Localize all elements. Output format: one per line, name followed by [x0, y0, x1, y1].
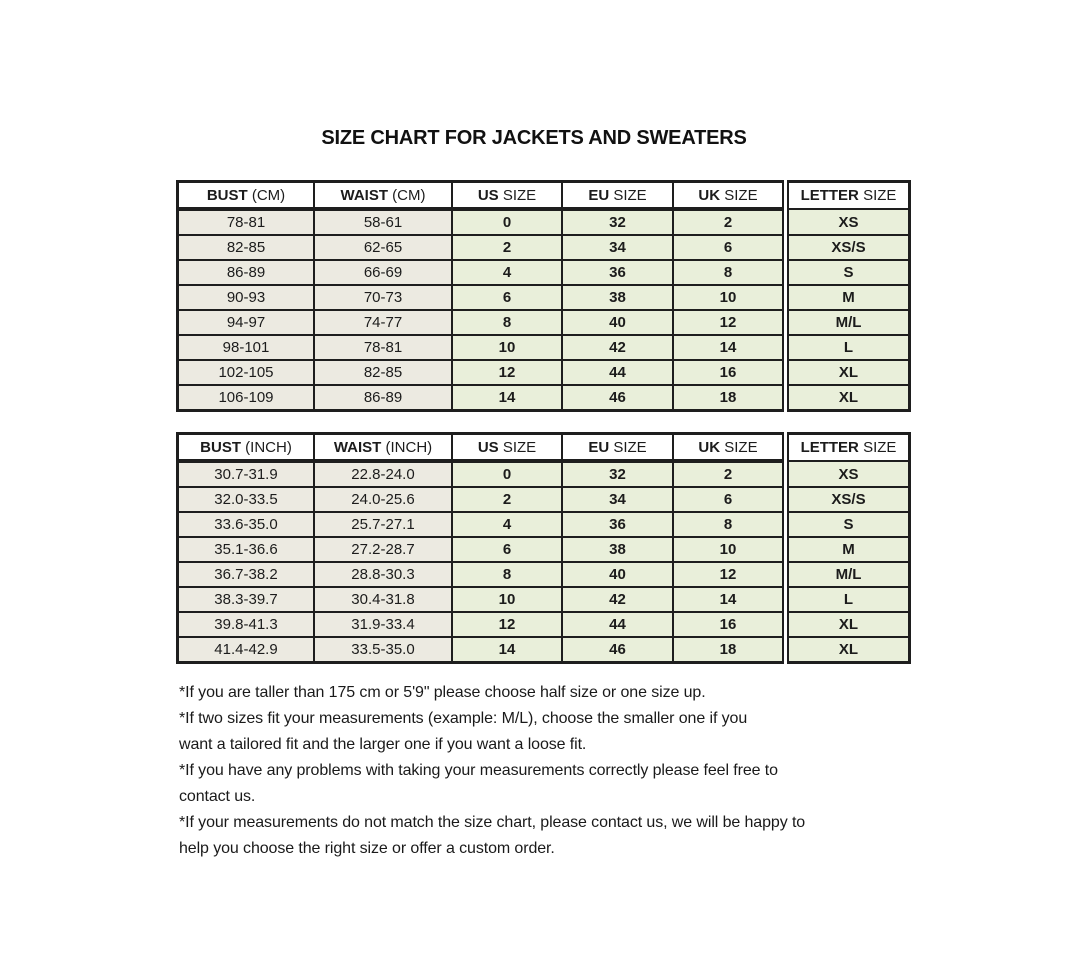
table-cell: XL	[786, 385, 910, 411]
table-cell: 16	[673, 360, 786, 385]
table-cell: 24.0-25.6	[314, 487, 452, 512]
column-header-uk: UK SIZE	[673, 182, 786, 210]
table-cell: 38.3-39.7	[178, 587, 315, 612]
note-line: *If your measurements do not match the size chart, please contact us, we will be happy to	[179, 814, 806, 831]
table-row	[178, 461, 910, 487]
notes	[176, 680, 892, 862]
column-header-bust: BUST (CM)	[178, 182, 315, 210]
table-cell: 22.8-24.0	[314, 461, 452, 487]
table-cell: 78-81	[178, 209, 315, 235]
table-cell: 66-69	[314, 260, 452, 285]
table-cell: 18	[673, 637, 786, 663]
note-line: contact us.	[179, 788, 256, 805]
table-cell: 82-85	[314, 360, 452, 385]
column-header-us: US SIZE	[452, 182, 562, 210]
table-cell: 34	[562, 235, 673, 260]
table-cell: 12	[452, 360, 562, 385]
note-line: want a tailored fit and the larger one if you want a loose fit.	[179, 736, 587, 753]
column-header-letter: LETTER SIZE	[786, 434, 910, 462]
table-cell: L	[786, 587, 910, 612]
note-line: *If you are taller than 175 cm or 5'9" please choose half size or one size up.	[179, 684, 706, 701]
table-cell: M/L	[786, 310, 910, 335]
table-row	[178, 209, 910, 235]
column-header-letter: LETTER SIZE	[786, 182, 910, 210]
table-cell: 35.1-36.6	[178, 537, 315, 562]
table-cell: XS	[786, 209, 910, 235]
table-row	[178, 310, 910, 335]
table-cell: 14	[452, 385, 562, 411]
table-cell: 6	[452, 285, 562, 310]
table-cell: 74-77	[314, 310, 452, 335]
table-cell: XL	[786, 360, 910, 385]
table-cell: 38	[562, 537, 673, 562]
table-cell: 98-101	[178, 335, 315, 360]
column-header-waist: WAIST (CM)	[314, 182, 452, 210]
table-cell: 41.4-42.9	[178, 637, 315, 663]
note-line: *If two sizes fit your measurements (example: M/L), choose the smaller one if you	[179, 710, 748, 727]
table-cell: 58-61	[314, 209, 452, 235]
table-cell: 6	[673, 235, 786, 260]
table-cell: 8	[452, 310, 562, 335]
header-row	[178, 434, 910, 462]
table-cell: 4	[452, 260, 562, 285]
table-cell: S	[786, 260, 910, 285]
table-cell: 40	[562, 310, 673, 335]
table-row	[178, 260, 910, 285]
table-cell: 33.6-35.0	[178, 512, 315, 537]
table-cell: 18	[673, 385, 786, 411]
table-cell: 82-85	[178, 235, 315, 260]
column-header-eu: EU SIZE	[562, 434, 673, 462]
table-cell: 62-65	[314, 235, 452, 260]
table-row	[178, 512, 910, 537]
table-cell: 28.8-30.3	[314, 562, 452, 587]
table-cell: 42	[562, 335, 673, 360]
table-cell: 2	[673, 209, 786, 235]
table-cell: 6	[673, 487, 786, 512]
column-header-us: US SIZE	[452, 434, 562, 462]
table-cell: 78-81	[314, 335, 452, 360]
table-row	[178, 537, 910, 562]
table-cell: 39.8-41.3	[178, 612, 315, 637]
size-table-inch	[176, 432, 911, 664]
column-header-uk: UK SIZE	[673, 434, 786, 462]
table-cell: 16	[673, 612, 786, 637]
table-cell: M	[786, 285, 910, 310]
table-cell: 6	[452, 537, 562, 562]
table-cell: 32	[562, 209, 673, 235]
table-row	[178, 612, 910, 637]
table-cell: 4	[452, 512, 562, 537]
table-cell: 14	[452, 637, 562, 663]
content-area	[176, 126, 897, 862]
table-row	[178, 385, 910, 411]
table-cell: 14	[673, 587, 786, 612]
table-cell: M/L	[786, 562, 910, 587]
table-cell: 33.5-35.0	[314, 637, 452, 663]
table-cell: 86-89	[178, 260, 315, 285]
page-title: SIZE CHART FOR JACKETS AND SWEATERS	[321, 127, 747, 149]
table-cell: 32.0-33.5	[178, 487, 315, 512]
table-cell: XS/S	[786, 487, 910, 512]
table-cell: 10	[452, 587, 562, 612]
table-row	[178, 285, 910, 310]
table-cell: 27.2-28.7	[314, 537, 452, 562]
table-cell: 94-97	[178, 310, 315, 335]
table-cell: 36.7-38.2	[178, 562, 315, 587]
table-cell: 10	[673, 537, 786, 562]
table-cell: 25.7-27.1	[314, 512, 452, 537]
column-header-eu: EU SIZE	[562, 182, 673, 210]
table-cell: 46	[562, 637, 673, 663]
table-cell: 10	[452, 335, 562, 360]
table-row	[178, 637, 910, 663]
table-cell: 14	[673, 335, 786, 360]
table-cell: 90-93	[178, 285, 315, 310]
table-cell: 31.9-33.4	[314, 612, 452, 637]
table-cell: 40	[562, 562, 673, 587]
table-cell: 106-109	[178, 385, 315, 411]
table-cell: 34	[562, 487, 673, 512]
table-cell: XS	[786, 461, 910, 487]
table-cell: 46	[562, 385, 673, 411]
table-row	[178, 587, 910, 612]
table-cell: XL	[786, 612, 910, 637]
table-cell: 0	[452, 461, 562, 487]
table-cell: L	[786, 335, 910, 360]
table-cell: XS/S	[786, 235, 910, 260]
size-table-cm	[176, 180, 911, 412]
table-cell: 8	[452, 562, 562, 587]
table-row	[178, 487, 910, 512]
table-cell: 30.4-31.8	[314, 587, 452, 612]
table-cell: 12	[673, 310, 786, 335]
table-cell: 38	[562, 285, 673, 310]
table-cell: 44	[562, 360, 673, 385]
table-cell: 0	[452, 209, 562, 235]
table-cell: 2	[452, 487, 562, 512]
table-cell: 32	[562, 461, 673, 487]
table-cell: M	[786, 537, 910, 562]
table-row	[178, 235, 910, 260]
table-cell: 8	[673, 512, 786, 537]
table-cell: 86-89	[314, 385, 452, 411]
table-row	[178, 335, 910, 360]
table-cell: 36	[562, 512, 673, 537]
table-cell: 8	[673, 260, 786, 285]
table-cell: 2	[673, 461, 786, 487]
table-cell: 10	[673, 285, 786, 310]
note-line: *If you have any problems with taking your measurements correctly please feel free to	[179, 762, 778, 779]
table-cell: 102-105	[178, 360, 315, 385]
note-line: help you choose the right size or offer a custom order.	[179, 840, 555, 857]
table-cell: 30.7-31.9	[178, 461, 315, 487]
table-row	[178, 360, 910, 385]
column-header-waist: WAIST (INCH)	[314, 434, 452, 462]
table-cell: 12	[673, 562, 786, 587]
table-cell: 2	[452, 235, 562, 260]
header-row	[178, 182, 910, 210]
table-cell: 70-73	[314, 285, 452, 310]
table-cell: S	[786, 512, 910, 537]
table-cell: 12	[452, 612, 562, 637]
table-cell: 36	[562, 260, 673, 285]
table-cell: XL	[786, 637, 910, 663]
table-cell: 44	[562, 612, 673, 637]
table-cell: 42	[562, 587, 673, 612]
table-row	[178, 562, 910, 587]
column-header-bust: BUST (INCH)	[178, 434, 315, 462]
